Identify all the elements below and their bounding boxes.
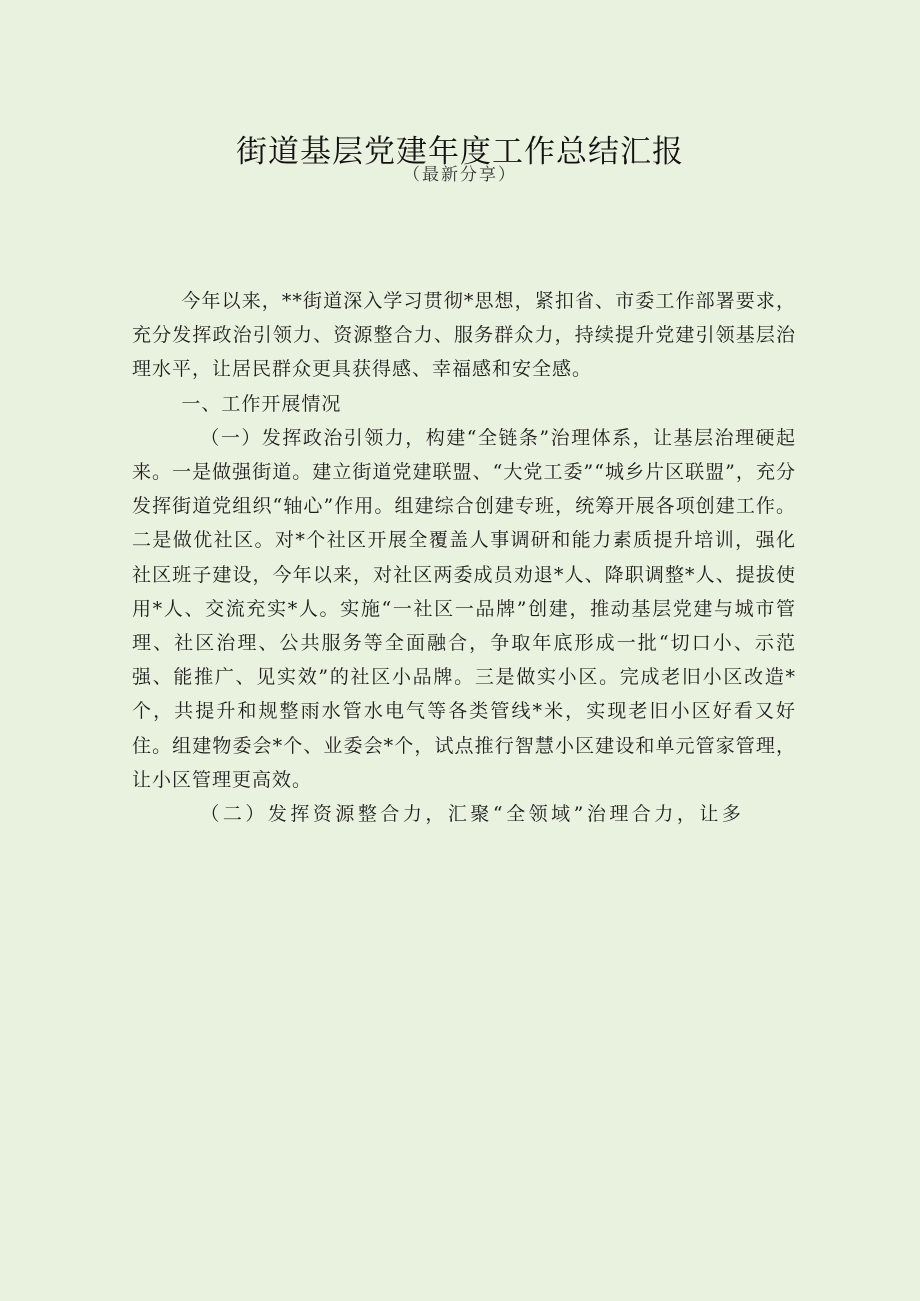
document-subtitle: （最新分享） <box>403 165 517 185</box>
section-heading: 一、工作开展情况 <box>181 392 342 415</box>
document-title: 街道基层党建年度工作总结汇报 <box>236 134 684 170</box>
subsection-paragraph-1: （一）发挥政治引领力，构建“全链条”治理体系，让基层治理硬起来。一是做强街道。建立街道党建联盟、“大党工委”“城乡片区联盟”，充分发挥街道党组织“轴心”作用。组建综合创建专班，统筹开展各项创建工作。二是做优社区。对*个社区开展全覆盖人事调研和能力素质提升培训，强化社区班子建设，今年以来，对社区两委成员劝退*人、降职调整*人、提拔使用*人、交流充实*人。实施“一社区一品牌”创建，推动基层党建与城市管理、社区治理、公共服务等全面融合，争取年底形成一批“切口小、示范强、能推广、见实效”的社区小品牌。三是做实小区。完成老旧小区改造*个，共提升和规整雨水管水电气等各类管线*米，实现老旧小区好看又好住。组建物委会*个、业委会*个，试点推行智慧小区建设和单元管家管理，让小区管理更高效。 <box>132 426 796 791</box>
subsection-paragraph-2: （二）发挥资源整合力，汇聚“全领域”治理合力，让多 <box>200 803 745 826</box>
document-body <box>132 284 796 831</box>
intro-paragraph: 今年以来，**街道深入学习贯彻*思想，紧扣省、市委工作部署要求，充分发挥政治引领力、资源整合力、服务群众力，持续提升党建引领基层治理水平，让居民群众更具获得感、幸福感和安全感。 <box>132 290 796 381</box>
